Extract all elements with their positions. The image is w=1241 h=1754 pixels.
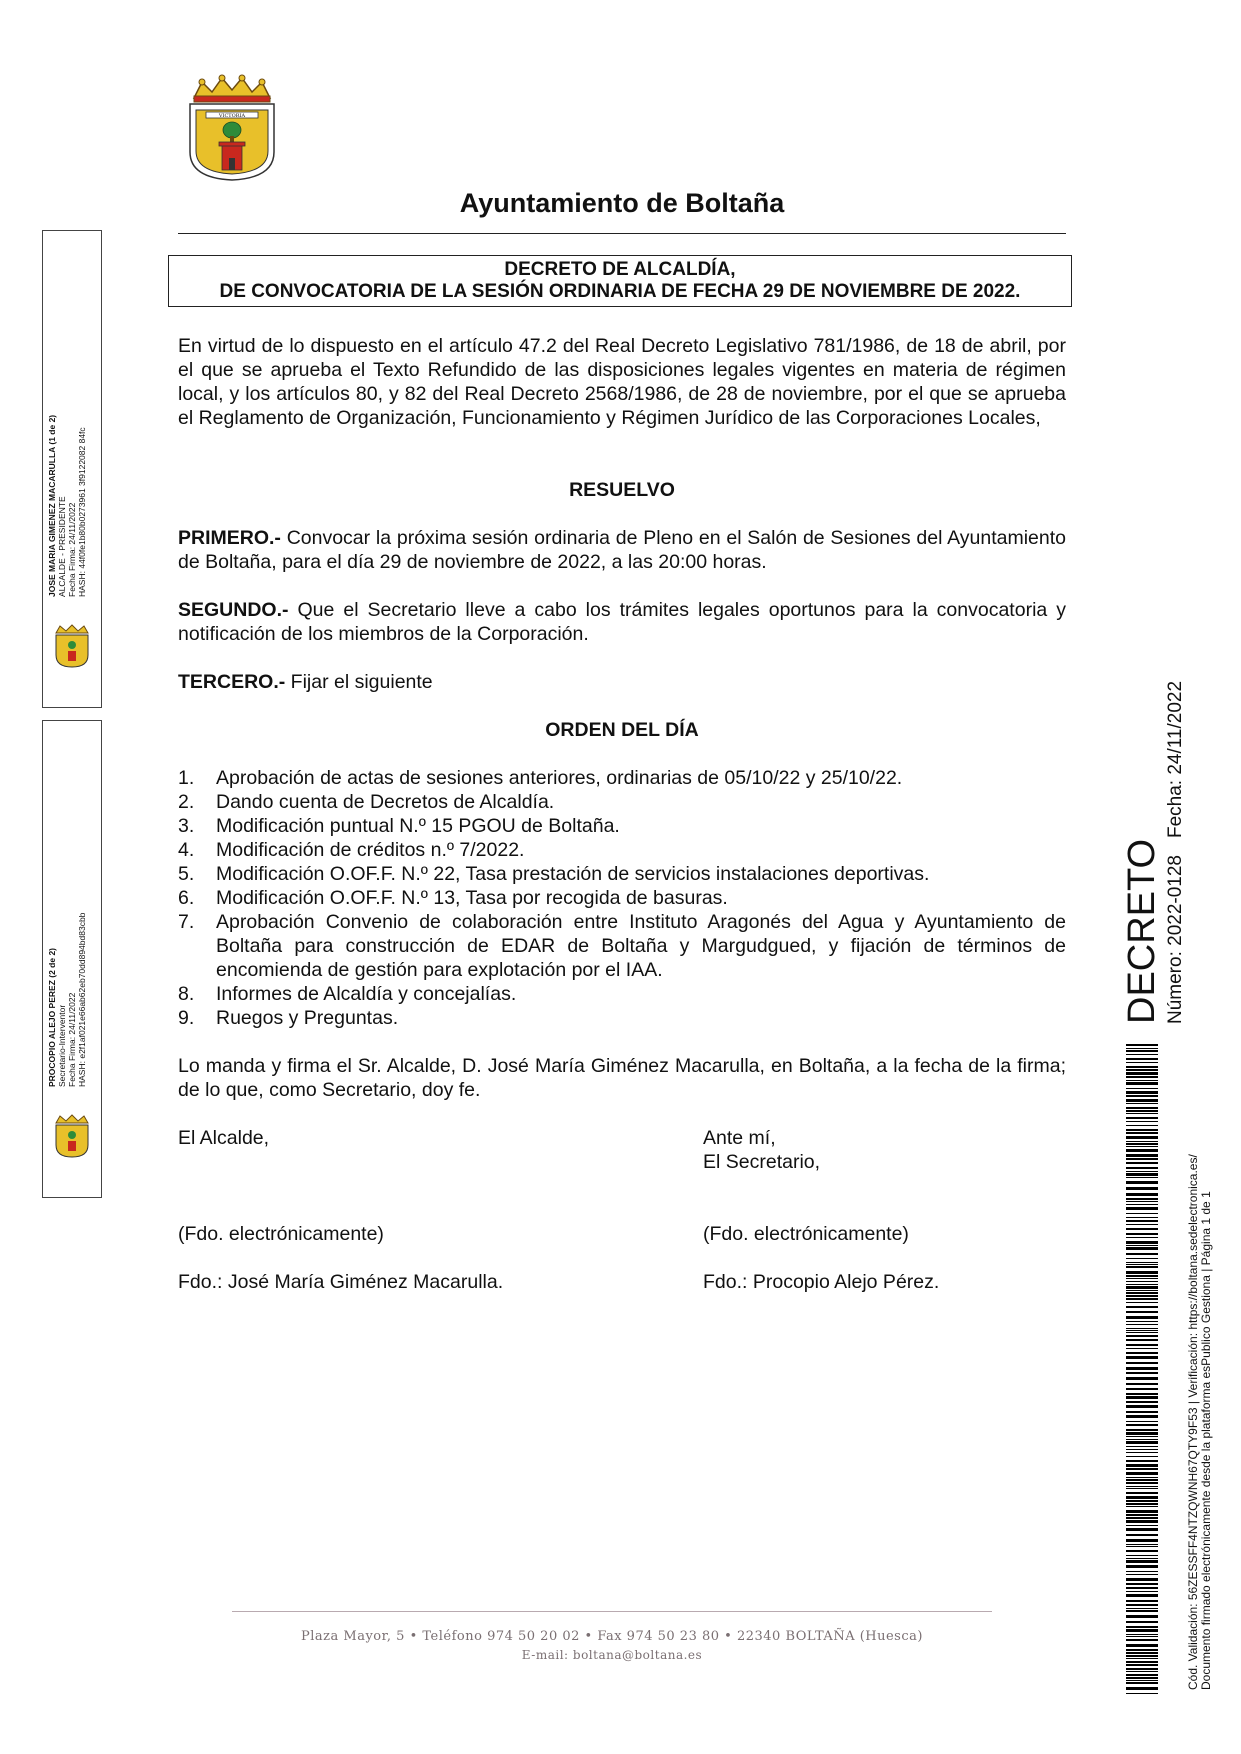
- point-primero-label: PRIMERO.-: [178, 527, 281, 549]
- barcode-bar: [1126, 1661, 1158, 1663]
- validation-barcode: [1126, 1044, 1158, 1694]
- barcode-bar: [1126, 1129, 1158, 1131]
- barcode-bar: [1126, 1117, 1158, 1119]
- coat-of-arms-small-icon: [50, 1113, 94, 1159]
- barcode-bar: [1126, 1550, 1158, 1552]
- signature-right: [703, 1126, 939, 1294]
- barcode-bar: [1126, 1401, 1158, 1403]
- barcode-bar: [1126, 1677, 1158, 1679]
- barcode-bar: [1126, 1220, 1158, 1222]
- agenda-item: 9. Ruegos y Preguntas.: [178, 1007, 399, 1029]
- barcode-bar: [1126, 1082, 1158, 1085]
- barcode-bar: [1126, 1571, 1158, 1572]
- barcode-bar: [1126, 1436, 1158, 1437]
- barcode-bar: [1126, 1103, 1158, 1104]
- barcode-bar: [1126, 1162, 1158, 1164]
- agenda-item: 5. Modificación O.OF.F. N.º 22, Tasa prestación de servicios instalaciones deportivas.: [178, 863, 930, 885]
- footer-email: E-mail: boltana@boltana.es: [521, 1648, 703, 1662]
- decree-heading-box: [168, 255, 1072, 307]
- barcode-bar: [1126, 1517, 1158, 1519]
- agenda-item: 4. Modificación de créditos n.º 7/2022.: [178, 839, 525, 861]
- barcode-bar: [1126, 1668, 1158, 1670]
- barcode-bar: [1126, 1136, 1158, 1139]
- barcode-bar: [1126, 1587, 1158, 1589]
- barcode-bar: [1126, 1383, 1158, 1385]
- barcode-bar: [1126, 1072, 1158, 1075]
- title-divider: [178, 233, 1066, 234]
- barcode-bar: [1126, 1520, 1158, 1523]
- point-segundo: [178, 598, 1066, 646]
- barcode-bar: [1126, 1680, 1158, 1681]
- barcode-bar: [1126, 1468, 1158, 1470]
- barcode-bar: [1126, 1424, 1158, 1426]
- barcode-bar: [1126, 1687, 1158, 1690]
- signature-panel-2: PROCOPIO ALEJO PEREZ (2 de 2) Secretario-Interventor Fecha Firma: 24/11/2022 HASH: e2f1af021e66ab62eb70dd894bd83cbb: [42, 720, 102, 1198]
- barcode-bar: [1126, 1367, 1158, 1370]
- barcode-bar: [1126, 1439, 1158, 1440]
- barcode-bar: [1126, 1578, 1158, 1581]
- barcode-bar: [1126, 1441, 1158, 1444]
- barcode-bar: [1126, 1449, 1158, 1450]
- barcode-bar: [1126, 1284, 1158, 1285]
- point-tercero: [178, 670, 1066, 694]
- barcode-bar: [1126, 1452, 1158, 1453]
- barcode-bar: [1126, 1146, 1158, 1147]
- barcode-bar: [1126, 1154, 1158, 1157]
- barcode-bar: [1126, 1069, 1158, 1071]
- barcode-bar: [1126, 1193, 1158, 1196]
- resuelvo-heading: RESUELVO: [569, 479, 675, 501]
- barcode-bar: [1126, 1201, 1158, 1202]
- barcode-bar: [1126, 1356, 1158, 1359]
- barcode-bar: [1126, 1510, 1158, 1513]
- barcode-bar: [1126, 1396, 1158, 1399]
- barcode-bar: [1126, 1066, 1158, 1068]
- barcode-bar: [1126, 1500, 1158, 1502]
- barcode-bar: [1126, 1198, 1158, 1200]
- barcode-bar: [1126, 1658, 1158, 1659]
- barcode-bar: [1126, 1187, 1158, 1190]
- barcode-bar: [1126, 1292, 1158, 1294]
- point-segundo-text: Que el Secretario lleve a cabo los trámites legales oportunos para la convocatoria y notificación de los miembros de la Corporación.: [178, 599, 1066, 645]
- barcode-bar: [1126, 1604, 1158, 1606]
- barcode-bar: [1126, 1555, 1158, 1556]
- point-tercero-label: TERCERO.-: [178, 671, 286, 693]
- barcode-bar: [1126, 1411, 1158, 1413]
- barcode-bar: [1126, 1143, 1158, 1145]
- signature-left: [178, 1126, 503, 1294]
- barcode-bar: [1126, 1286, 1158, 1289]
- barcode-bar: [1126, 1591, 1158, 1592]
- validation-line2: Documento firmado electrónicamente desde la plataforma esPublico Gestiona | Página 1 de 1: [1199, 1191, 1213, 1690]
- barcode-bar: [1126, 1503, 1158, 1505]
- barcode-bar: [1126, 1107, 1158, 1109]
- barcode-bar: [1126, 1558, 1158, 1559]
- validation-line1: Cód. Validación: 56ZESSFF4NTZQWNH67QTY9F53 | Verificación: https://boltana.sedelectronica.es/: [1186, 1154, 1200, 1690]
- stamp-number: Número: 2022-0128: [1165, 855, 1186, 1024]
- barcode-bar: [1126, 1615, 1158, 1618]
- barcode-bar: [1126, 1050, 1158, 1052]
- barcode-bar: [1126, 1479, 1158, 1481]
- barcode-bar: [1126, 1132, 1158, 1134]
- barcode-bar: [1126, 1610, 1158, 1612]
- barcode-bar: [1126, 1574, 1158, 1575]
- right-role-1: Ante mí,: [703, 1127, 776, 1149]
- barcode-bar: [1126, 1245, 1158, 1246]
- barcode-bar: [1126, 1496, 1158, 1499]
- barcode-bar: [1126, 1525, 1158, 1526]
- barcode-bar: [1126, 1266, 1158, 1268]
- barcode-bar: [1126, 1482, 1158, 1484]
- barcode-bar: [1126, 1091, 1158, 1094]
- left-role: El Alcalde,: [178, 1127, 270, 1149]
- barcode-bar: [1126, 1207, 1158, 1210]
- barcode-bar: [1126, 1298, 1158, 1300]
- barcode-bar: [1126, 1339, 1158, 1341]
- barcode-bar: [1126, 1224, 1158, 1225]
- agenda-list: [178, 766, 1066, 1030]
- barcode-bar: [1126, 1173, 1158, 1176]
- left-name: Fdo.: José María Giménez Macarulla.: [178, 1271, 504, 1293]
- barcode-bar: [1126, 1546, 1158, 1547]
- barcode-bar: [1126, 1241, 1158, 1244]
- barcode-bar: [1126, 1262, 1158, 1263]
- barcode-bar: [1126, 1456, 1158, 1457]
- barcode-bar: [1126, 1486, 1158, 1487]
- footer-divider: [232, 1611, 992, 1612]
- agenda-item: 1. Aprobación de actas de sesiones anteriores, ordinarias de 05/10/22 y 25/10/22.: [178, 767, 903, 789]
- barcode-bar: [1126, 1158, 1158, 1160]
- barcode-bar: [1126, 1328, 1158, 1329]
- arms-motto: VICTORIA: [218, 113, 246, 119]
- barcode-bar: [1126, 1290, 1158, 1291]
- barcode-bar: [1126, 1058, 1158, 1060]
- barcode-bar: [1126, 1264, 1158, 1265]
- barcode-bar: [1126, 1095, 1158, 1097]
- barcode-bar: [1126, 1488, 1158, 1489]
- barcode-bar: [1126, 1492, 1158, 1494]
- barcode-bar: [1126, 1446, 1158, 1447]
- barcode-bar: [1126, 1177, 1158, 1178]
- barcode-bar: [1126, 1674, 1158, 1676]
- barcode-bar: [1126, 1372, 1158, 1374]
- barcode-bar: [1126, 1362, 1158, 1364]
- barcode-bar: [1126, 1311, 1158, 1313]
- barcode-bar: [1126, 1247, 1158, 1250]
- barcode-bar: [1126, 1121, 1158, 1122]
- left-signed: (Fdo. electrónicamente): [178, 1223, 384, 1245]
- point-primero-text: Convocar la próxima sesión ordinaria de Pleno en el Salón de Sesiones del Ayuntamiento de Boltaña, para el día 29 de noviembre de 2022, a las 20:00 horas.: [178, 527, 1066, 573]
- barcode-bar: [1126, 1099, 1158, 1102]
- barcode-bar: [1126, 1539, 1158, 1542]
- barcode-bar: [1126, 1062, 1158, 1063]
- barcode-bar: [1126, 1534, 1158, 1536]
- barcode-bar: [1126, 1181, 1158, 1184]
- barcode-bar: [1126, 1639, 1158, 1641]
- barcode-bar: [1126, 1652, 1158, 1654]
- validation-text: [1187, 1154, 1213, 1690]
- point-tercero-text: Fijar el siguiente: [285, 671, 433, 693]
- point-primero: [178, 526, 1066, 574]
- barcode-bar: [1126, 1332, 1158, 1333]
- stamp-type: DECRETO: [1121, 838, 1163, 1024]
- barcode-bar: [1126, 1306, 1158, 1308]
- barcode-bar: [1126, 1649, 1158, 1651]
- barcode-bar: [1126, 1415, 1158, 1418]
- barcode-bar: [1126, 1324, 1158, 1325]
- barcode-bar: [1126, 1693, 1158, 1694]
- barcode-bar: [1126, 1636, 1158, 1637]
- barcode-bar: [1126, 1626, 1158, 1628]
- barcode-bar: [1126, 1477, 1158, 1478]
- barcode-bar: [1126, 1634, 1158, 1635]
- agenda-item: 7. Aprobación Convenio de colaboración entre Instituto Aragonés del Agua y Ayuntamiento de Boltaña para construcción de EDAR de Boltaña y Margudgued, y fijación de términos de encomienda de gestión para explotación por el IAA.: [178, 911, 1066, 981]
- barcode-bar: [1126, 1110, 1158, 1112]
- barcode-bar: [1126, 1388, 1158, 1390]
- barcode-bar: [1126, 1233, 1158, 1235]
- barcode-bar: [1126, 1514, 1158, 1516]
- agenda-item: 8. Informes de Alcaldía y concejalías.: [178, 983, 517, 1005]
- barcode-bar: [1126, 1594, 1158, 1597]
- right-name: Fdo.: Procopio Alejo Pérez.: [703, 1271, 940, 1293]
- barcode-bar: [1126, 1393, 1158, 1395]
- coat-of-arms-logo: [182, 74, 282, 182]
- barcode-bar: [1126, 1275, 1158, 1277]
- barcode-bar: [1126, 1204, 1158, 1205]
- barcode-bar: [1126, 1113, 1158, 1114]
- barcode-bar: [1126, 1655, 1158, 1657]
- right-signed: (Fdo. electrónicamente): [703, 1223, 909, 1245]
- barcode-bar: [1126, 1258, 1158, 1259]
- intro-paragraph: En virtud de lo dispuesto en el artículo 47.2 del Real Decreto Legislativo 781/1986, de 18 de abril, por el que se aprueba el Texto Refundido de las disposiciones legales vigentes en materia de régimen local, y los artículos 80, y 82 del Real Decreto 2568/1986, de 28 de noviembre, por el que se aprueba el Reglamento de Organización, Funcionamiento y Régimen Jurídico de las Corporaciones Locales,: [178, 335, 1066, 429]
- agenda-item: 6. Modificación O.OF.F. N.º 13, Tasa por recogida de basuras.: [178, 887, 728, 909]
- decree-heading-line1: DECRETO DE ALCALDÍA,: [504, 259, 736, 280]
- barcode-bar: [1126, 1682, 1158, 1684]
- barcode-bar: [1126, 1321, 1158, 1322]
- barcode-bar: [1126, 1054, 1158, 1055]
- signature-panel-1: JOSE MARIA GIMENEZ MACARULLA (1 de 2) ALCALDE - PRESIDENTE Fecha Firma: 24/11/2022 HASH: 44f0fe1b80b0273961 3f9122082 84fc: [42, 230, 102, 708]
- barcode-bar: [1126, 1348, 1158, 1349]
- barcode-bar: [1126, 1528, 1158, 1531]
- barcode-bar: [1126, 1460, 1158, 1462]
- footer-address: Plaza Mayor, 5 • Teléfono 974 50 20 02 • Fax 974 50 23 80 • 22340 BOLTAÑA (Huesca): [301, 1629, 923, 1644]
- barcode-bar: [1126, 1271, 1158, 1274]
- barcode-bar: [1126, 1048, 1158, 1049]
- barcode-bar: [1126, 1141, 1158, 1142]
- barcode-bar: [1126, 1088, 1158, 1089]
- barcode-bar: [1126, 1253, 1158, 1255]
- barcode-bar: [1126, 1302, 1158, 1303]
- barcode-bar: [1126, 1600, 1158, 1602]
- barcode-bar: [1126, 1560, 1158, 1563]
- barcode-bar: [1126, 1671, 1158, 1672]
- barcode-bar: [1126, 1644, 1158, 1647]
- barcode-bar: [1126, 1295, 1158, 1297]
- barcode-bar: [1126, 1217, 1158, 1218]
- orden-del-dia-heading: ORDEN DEL DÍA: [545, 719, 699, 741]
- barcode-bar: [1126, 1429, 1158, 1431]
- barcode-bar: [1126, 1316, 1158, 1319]
- barcode-bar: [1126, 1278, 1158, 1279]
- barcode-bar: [1126, 1544, 1158, 1545]
- barcode-bar: [1126, 1608, 1158, 1609]
- right-role-2: El Secretario,: [703, 1151, 821, 1173]
- barcode-bar: [1126, 1044, 1158, 1046]
- barcode-bar: [1126, 1213, 1158, 1214]
- barcode-bar: [1126, 1167, 1158, 1169]
- barcode-bar: [1126, 1352, 1158, 1354]
- barcode-bar: [1126, 1330, 1158, 1331]
- barcode-bar: [1126, 1432, 1158, 1435]
- barcode-bar: [1126, 1335, 1158, 1337]
- agenda-item: 3. Modificación puntual N.º 15 PGOU de Boltaña.: [178, 815, 620, 837]
- barcode-bar: [1126, 1405, 1158, 1408]
- barcode-bar: [1126, 1629, 1158, 1632]
- point-segundo-label: SEGUNDO.-: [178, 599, 289, 621]
- barcode-bar: [1126, 1583, 1158, 1585]
- decree-heading-line2: DE CONVOCATORIA DE LA SESIÓN ORDINARIA DE FECHA 29 DE NOVIEMBRE DE 2022.: [219, 281, 1021, 302]
- barcode-bar: [1126, 1076, 1158, 1078]
- barcode-bar: [1126, 1464, 1158, 1467]
- coat-of-arms-small-icon: [50, 623, 94, 669]
- barcode-bar: [1126, 1344, 1158, 1346]
- barcode-bar: [1126, 1421, 1158, 1422]
- barcode-bar: [1126, 1621, 1158, 1623]
- barcode-bar: [1126, 1664, 1158, 1666]
- barcode-bar: [1126, 1125, 1158, 1126]
- barcode-bar: [1126, 1506, 1158, 1507]
- barcode-bar: [1126, 1080, 1158, 1081]
- barcode-bar: [1126, 1377, 1158, 1380]
- barcode-bar: [1126, 1171, 1158, 1172]
- barcode-bar: [1126, 1281, 1158, 1282]
- barcode-bar: [1126, 1237, 1158, 1238]
- barcode-bar: [1126, 1149, 1158, 1152]
- closing-paragraph: Lo manda y firma el Sr. Alcalde, D. José María Giménez Macarulla, en Boltaña, a la fecha de la firma; de lo que, como Secretario, doy fe.: [178, 1055, 1066, 1101]
- stamp-date: Fecha: 24/11/2022: [1165, 680, 1186, 838]
- barcode-bar: [1126, 1565, 1158, 1568]
- barcode-bar: [1126, 1228, 1158, 1230]
- agenda-item: 2. Dando cuenta de Decretos de Alcaldía.: [178, 791, 555, 813]
- page-title: Ayuntamiento de Boltaña: [459, 188, 785, 218]
- barcode-bar: [1126, 1472, 1158, 1475]
